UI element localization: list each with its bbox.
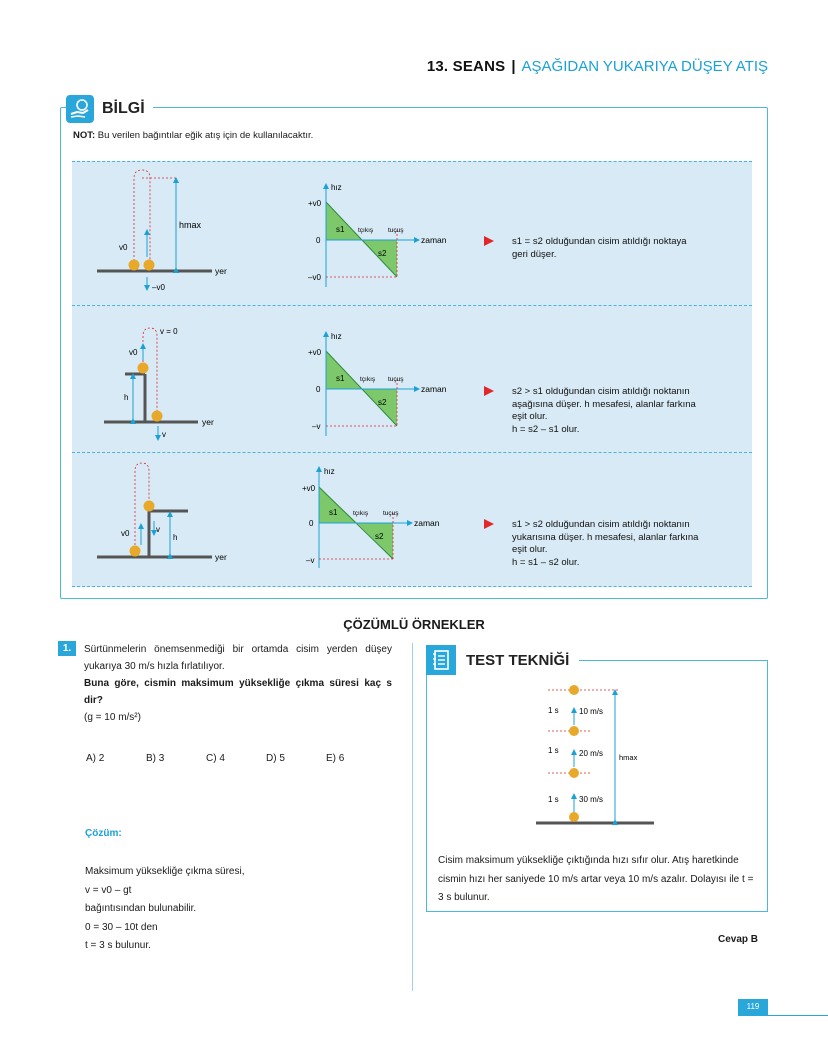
page-line [738, 1015, 828, 1016]
zaman-label: zaman [421, 384, 447, 394]
ball-icon [569, 768, 579, 778]
tucus-label: tuçuş [383, 510, 399, 517]
ball-icon [569, 812, 579, 822]
cozum-line: Maksimum yüksekliğe çıkma süresi, [85, 866, 245, 877]
minus-v0-label: –v0 [152, 283, 165, 292]
v3-label: 30 m/s [579, 795, 604, 804]
zaman-label: zaman [421, 235, 447, 245]
time-label: 1 s [548, 795, 559, 804]
time-label: 1 s [548, 706, 559, 715]
v-eq-0-label: v = 0 [160, 327, 178, 336]
panel-text-line: yukarısına düşer. h mesafesi, alanlar farkına [512, 531, 699, 543]
cozum-line: bağıntısından bulunabilir. [85, 903, 197, 914]
cozum-line: t = 3 s bulunur. [85, 940, 151, 951]
red-arrow-icon [484, 236, 494, 246]
panel-text-line: eşit olur. [512, 411, 548, 422]
test-teknigi-label: TEST TEKNİĞİ [466, 651, 570, 669]
s1-label: s1 [336, 225, 345, 234]
ball-icon [130, 546, 141, 557]
question-prompt: Buna göre, cismin maksimum yüksekliğe çıkma süresi kaç s dir? [84, 678, 392, 706]
cozum-line: v = v0 – gt [85, 884, 132, 896]
column-divider [412, 643, 413, 991]
ball-icon [144, 260, 155, 271]
panel-1-diagrams [72, 162, 752, 305]
h-label: h [124, 393, 129, 402]
bilgi-label: BİLGİ [102, 100, 145, 117]
page-header [427, 58, 768, 75]
s2-label: s2 [378, 398, 387, 407]
panel-text-line: s2 > s1 olduğundan cisim atıldığı noktanın [512, 386, 690, 397]
trajectory-path [134, 170, 150, 265]
hmax-label: hmax [179, 220, 202, 230]
choice-c[interactable]: C) 4 [206, 753, 225, 764]
info-hand-icon [66, 95, 94, 123]
hmax-label: hmax [619, 753, 638, 762]
note-text: Bu verilen bağıntılar eğik atış için de kullanılacaktır. [95, 130, 314, 141]
cozum-text [85, 863, 244, 956]
minus-v-label: –v [312, 422, 321, 431]
ball-icon [129, 260, 140, 271]
panel-3-text [512, 519, 698, 569]
red-arrow-icon [484, 519, 494, 529]
panel-text-line: aşağısına düşer. h mesafesi, alanlar farkına [512, 398, 696, 410]
s2-label: s2 [378, 249, 387, 258]
v0-label: v0 [129, 348, 138, 357]
cozum-label: Çözüm: [85, 828, 122, 839]
hiz-label: hız [331, 332, 342, 341]
v0-label: v0 [119, 243, 128, 252]
section-title: ÇÖZÜMLÜ ÖRNEKLER [343, 617, 485, 632]
cozum-line: 0 = 30 – 10t den [85, 921, 158, 933]
plus-v0-label: +v0 [308, 348, 322, 357]
page-number: 119 [738, 999, 768, 1015]
panel-text-line: geri düşer. [512, 248, 557, 260]
panel-text-line: h = s2 – s1 olur. [512, 423, 580, 435]
answer-label: Cevap B [717, 934, 758, 945]
time-label: 1 s [548, 746, 559, 755]
yer-label: yer [202, 417, 214, 427]
bilgi-title [66, 93, 153, 125]
note-label: NOT: [73, 130, 96, 141]
bilgi-panel-2 [72, 305, 752, 453]
tcikis-label: tçıkış [360, 376, 376, 383]
choice-a[interactable]: A) 2 [86, 753, 105, 764]
question-given: (g = 10 m/s²) [84, 712, 141, 723]
hiz-label: hız [324, 467, 335, 476]
zero-label: 0 [316, 385, 321, 394]
yer-label: yer [215, 552, 227, 562]
hiz-label: hız [331, 183, 342, 192]
bilgi-panel-3 [72, 452, 752, 587]
panel-text-line: h = s1 – s2 olur. [512, 556, 580, 568]
header-separator: | [511, 58, 516, 75]
zaman-label: zaman [414, 518, 440, 528]
bilgi-note [73, 130, 313, 141]
panel-text-line: s1 > s2 olduğundan cisim atıldığı noktanın [512, 519, 690, 530]
test-teknigi-diagram [520, 678, 670, 828]
panel-2-text [512, 386, 696, 436]
h-label: h [173, 533, 178, 542]
session-number: 13. SEANS [426, 58, 506, 75]
v2-label: 20 m/s [579, 749, 604, 758]
question-body: Sürtünmelerin önemsenmediği bir ortamda cisim yerden düşey yukarıya 30 m/s hızla fırlatılıyor. [84, 644, 392, 672]
v0-label: v0 [121, 529, 130, 538]
tcikis-label: tçıkış [353, 510, 369, 517]
tucus-label: tuçuş [388, 227, 404, 234]
s1-label: s1 [329, 508, 338, 517]
notebook-icon [426, 645, 456, 675]
bilgi-panel-1 [72, 161, 752, 305]
test-teknigi-title [426, 645, 579, 675]
ball-icon [138, 363, 149, 374]
s2-label: s2 [375, 532, 384, 541]
panel-text-line: eşit olur. [512, 544, 548, 555]
zero-label: 0 [309, 519, 314, 528]
choice-b[interactable]: B) 3 [146, 753, 165, 764]
question-number: 1. [58, 641, 76, 656]
ball-icon [569, 726, 579, 736]
ball-icon [144, 501, 155, 512]
ball-icon [152, 411, 163, 422]
v-label: v [162, 430, 166, 439]
v1-label: 10 m/s [579, 707, 604, 716]
tucus-label: tuçuş [388, 376, 404, 383]
zero-label: 0 [316, 236, 321, 245]
red-arrow-icon [484, 386, 494, 396]
panel-1-text [512, 236, 687, 261]
minus-v0-axis-label: –v0 [308, 273, 321, 282]
answer-choices [86, 753, 386, 764]
topic-title: AŞAĞIDAN YUKARIYA DÜŞEY ATIŞ [521, 58, 768, 75]
yer-label: yer [215, 266, 227, 276]
plus-v0-label: +v0 [308, 199, 322, 208]
choice-e[interactable]: E) 6 [326, 753, 345, 764]
choice-d[interactable]: D) 5 [266, 753, 285, 764]
ball-icon [569, 685, 579, 695]
test-teknigi-text: Cisim maksimum yüksekliğe çıktığında hızı sıfır olur. Atış haretkinde cismin hızı her saniyede 10 m/s artar veya 10 m/s azalır. Dolayısı ile t = 3 s bulunur. [438, 855, 754, 903]
panel-text-line: s1 = s2 olduğundan cisim atıldığı noktaya [512, 236, 687, 247]
v-label: v [156, 525, 160, 534]
plus-v0-label: +v0 [302, 484, 316, 493]
question-text [84, 641, 392, 726]
minus-v-label: –v [306, 556, 315, 565]
tcikis-label: tçıkış [358, 227, 374, 234]
s1-label: s1 [336, 374, 345, 383]
